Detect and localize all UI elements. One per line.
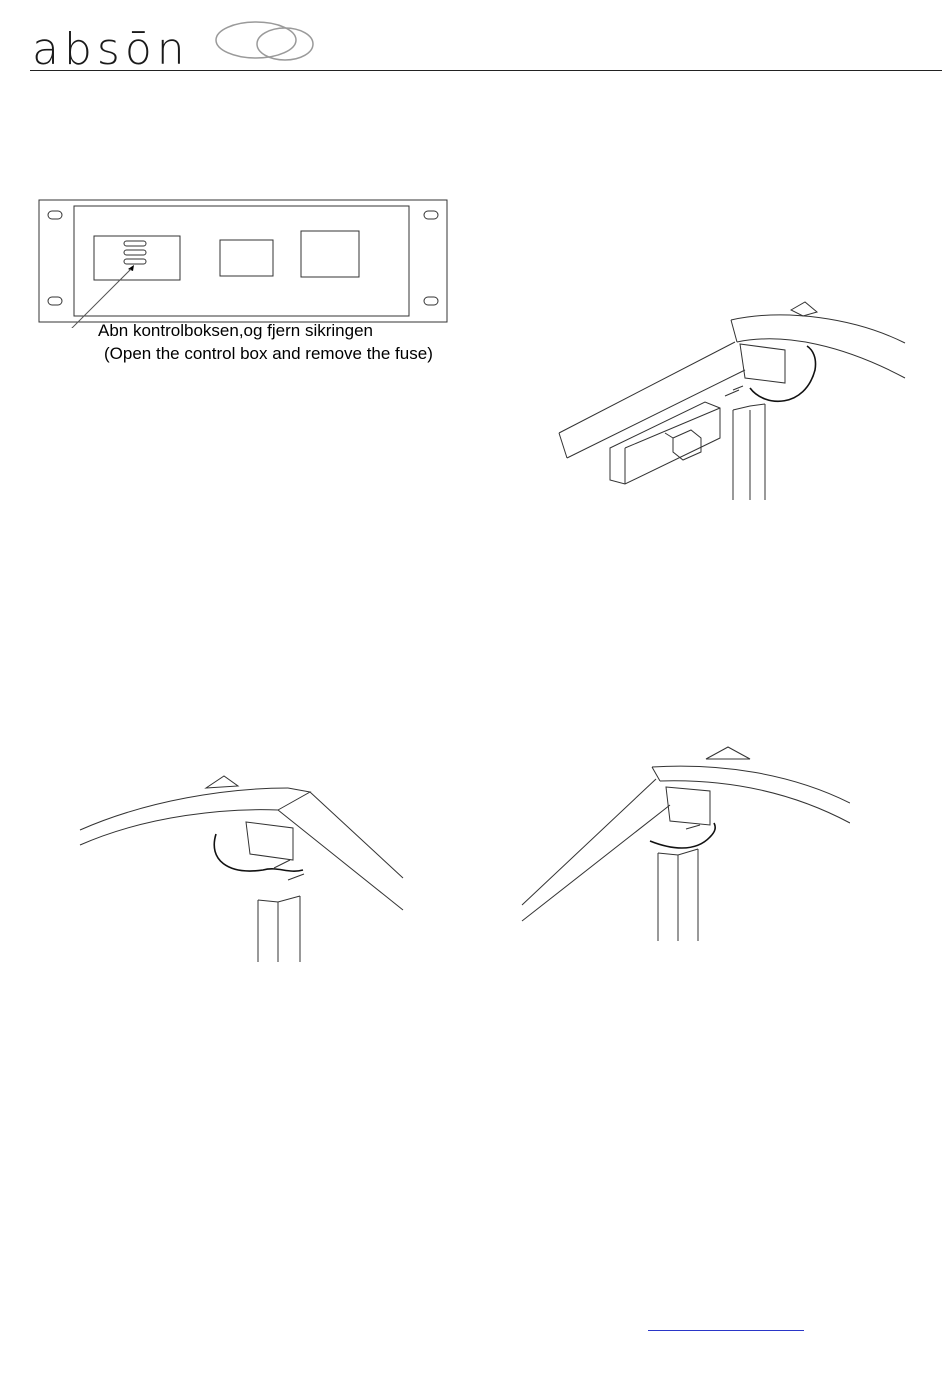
underlined-link-icon[interactable] bbox=[648, 1310, 804, 1331]
fuse-caption-english: (Open the control box and remove the fuse) bbox=[104, 344, 433, 363]
interlocking-rings-logo-icon bbox=[208, 18, 333, 68]
control-box-fuse-diagram-icon bbox=[38, 198, 450, 328]
desk-frame-control-box-illustration-icon bbox=[555, 298, 910, 503]
desk-leg-cable-right-illustration-icon bbox=[520, 745, 850, 945]
desk-leg-cable-left-illustration-icon bbox=[78, 770, 408, 965]
brand-name: absōn bbox=[32, 24, 190, 75]
page-header bbox=[30, 18, 942, 74]
fuse-caption-danish: Abn kontrolboksen,og fjern sikringen bbox=[98, 321, 373, 340]
header-divider bbox=[30, 70, 942, 71]
